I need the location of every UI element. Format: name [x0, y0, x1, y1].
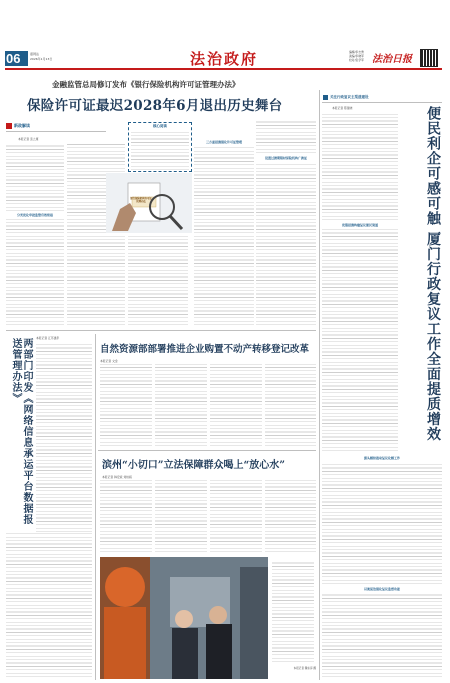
lead-tag-icon: [6, 123, 12, 129]
right-text-col1b: [322, 229, 398, 451]
right-subhead-3: 以案促治强化复议监督功能: [363, 587, 400, 591]
license-magnifier-graphic: [106, 173, 192, 233]
lead-text-col4: [194, 146, 254, 325]
right-tag: 关注行政复议主渠道建设: [330, 95, 369, 99]
mid-text-col2: [155, 364, 207, 446]
editor-line: 编辑/李志勇: [349, 50, 364, 54]
right-text-col3: [322, 593, 442, 677]
license-sign-text: 银行保险机构许可证管理办法: [130, 197, 152, 203]
lead-text-col1b: [6, 219, 64, 325]
right-subhead-1: 优服措施构建复议便民渠道: [341, 223, 378, 227]
right-tag-icon: [323, 95, 328, 100]
bottom-text-col3: [210, 480, 262, 552]
bottom-byline: 本报记者 韩宏斌 刘柏娟: [102, 475, 132, 479]
lead-text-col5b: [256, 162, 316, 325]
lead-text-col3: [128, 236, 188, 325]
mid-text-col3: [210, 364, 262, 446]
page-number: 06: [6, 51, 21, 66]
masthead-rule: [5, 68, 442, 70]
left-byline: 本报记者 江苏建彤: [36, 336, 60, 340]
paper-name: 法治日报: [372, 54, 412, 65]
bottom-headline: 滨州“小切口”立法保障群众喝上“放心水”: [102, 460, 286, 471]
section-title: 法治政府: [190, 50, 259, 68]
mid-byline: 本报记者 文金: [100, 359, 118, 363]
lead-illustration: [106, 173, 192, 233]
lead-headline: 保险许可证最迟2028年6月退出历史舞台: [27, 98, 283, 114]
lead-text-col1a: [6, 143, 64, 211]
lead-text-col5a: [256, 121, 316, 153]
lead-tag: 新政解读: [14, 123, 30, 128]
photo-scene: [100, 557, 268, 679]
mid-bottom-rule: [98, 450, 316, 451]
lead-bottom-rule: [6, 330, 316, 331]
issue-date: 2026年1月13日: [30, 57, 53, 61]
right-text-col2: [322, 462, 442, 584]
left-text-col1: [36, 342, 92, 532]
left-text-col2: [6, 533, 92, 677]
right-text-col1a: [322, 112, 398, 220]
right-subhead-2: 源头解纷推动复议化解工作: [363, 456, 400, 460]
core-reading-title: 核心阅读: [153, 124, 167, 128]
bottom-text-col2: [155, 480, 207, 552]
page-number-sub: 嘉网法: [30, 52, 40, 56]
mid-headline: 自然资源部部署推进企业购置不动产转移登记改革: [100, 344, 310, 355]
left-story-divider: [95, 334, 96, 680]
right-tag-rule: [322, 102, 442, 103]
photo-credit: 本报记者 魏东泽 摄: [293, 667, 316, 670]
right-column-divider: [319, 90, 320, 680]
lead-text-col2: [67, 143, 125, 325]
mid-text-col1: [100, 364, 152, 446]
mid-text-col4: [265, 364, 316, 446]
lead-byline: 本报记者 张之庫: [18, 137, 39, 141]
bottom-text-col4: [265, 480, 316, 552]
lead-subhead-3: 设置过渡期限时保险机构广换证: [264, 156, 307, 160]
lead-subhead-1: 分类优化审批监管有效衔接: [16, 213, 53, 217]
lead-tag-rule: [6, 131, 106, 132]
masthead-info: [349, 50, 364, 62]
designer-line: 美编/李晓军: [349, 54, 364, 58]
news-photo: [100, 557, 268, 679]
right-byline: 本报记者 陈蕾晓: [332, 106, 353, 110]
qr-code-icon: [420, 49, 438, 67]
right-headline: 便民利企可感可触 厦门行政复议工作全面提质增效: [425, 106, 441, 442]
lead-subhead-2: 三方面措施强化许可证管理: [205, 140, 242, 144]
photo-caption-text: [272, 560, 314, 662]
core-reading-text: [131, 130, 189, 170]
left-headline: 两部门印发《网络信息承运平台数据报送管理办法》: [10, 338, 32, 525]
bottom-text-col1: [100, 480, 152, 552]
lead-kicker: 金融监管总局修订发布《银行保险机构许可证管理办法》: [52, 80, 240, 89]
proofreader-line: 校对/张学军: [349, 58, 364, 62]
